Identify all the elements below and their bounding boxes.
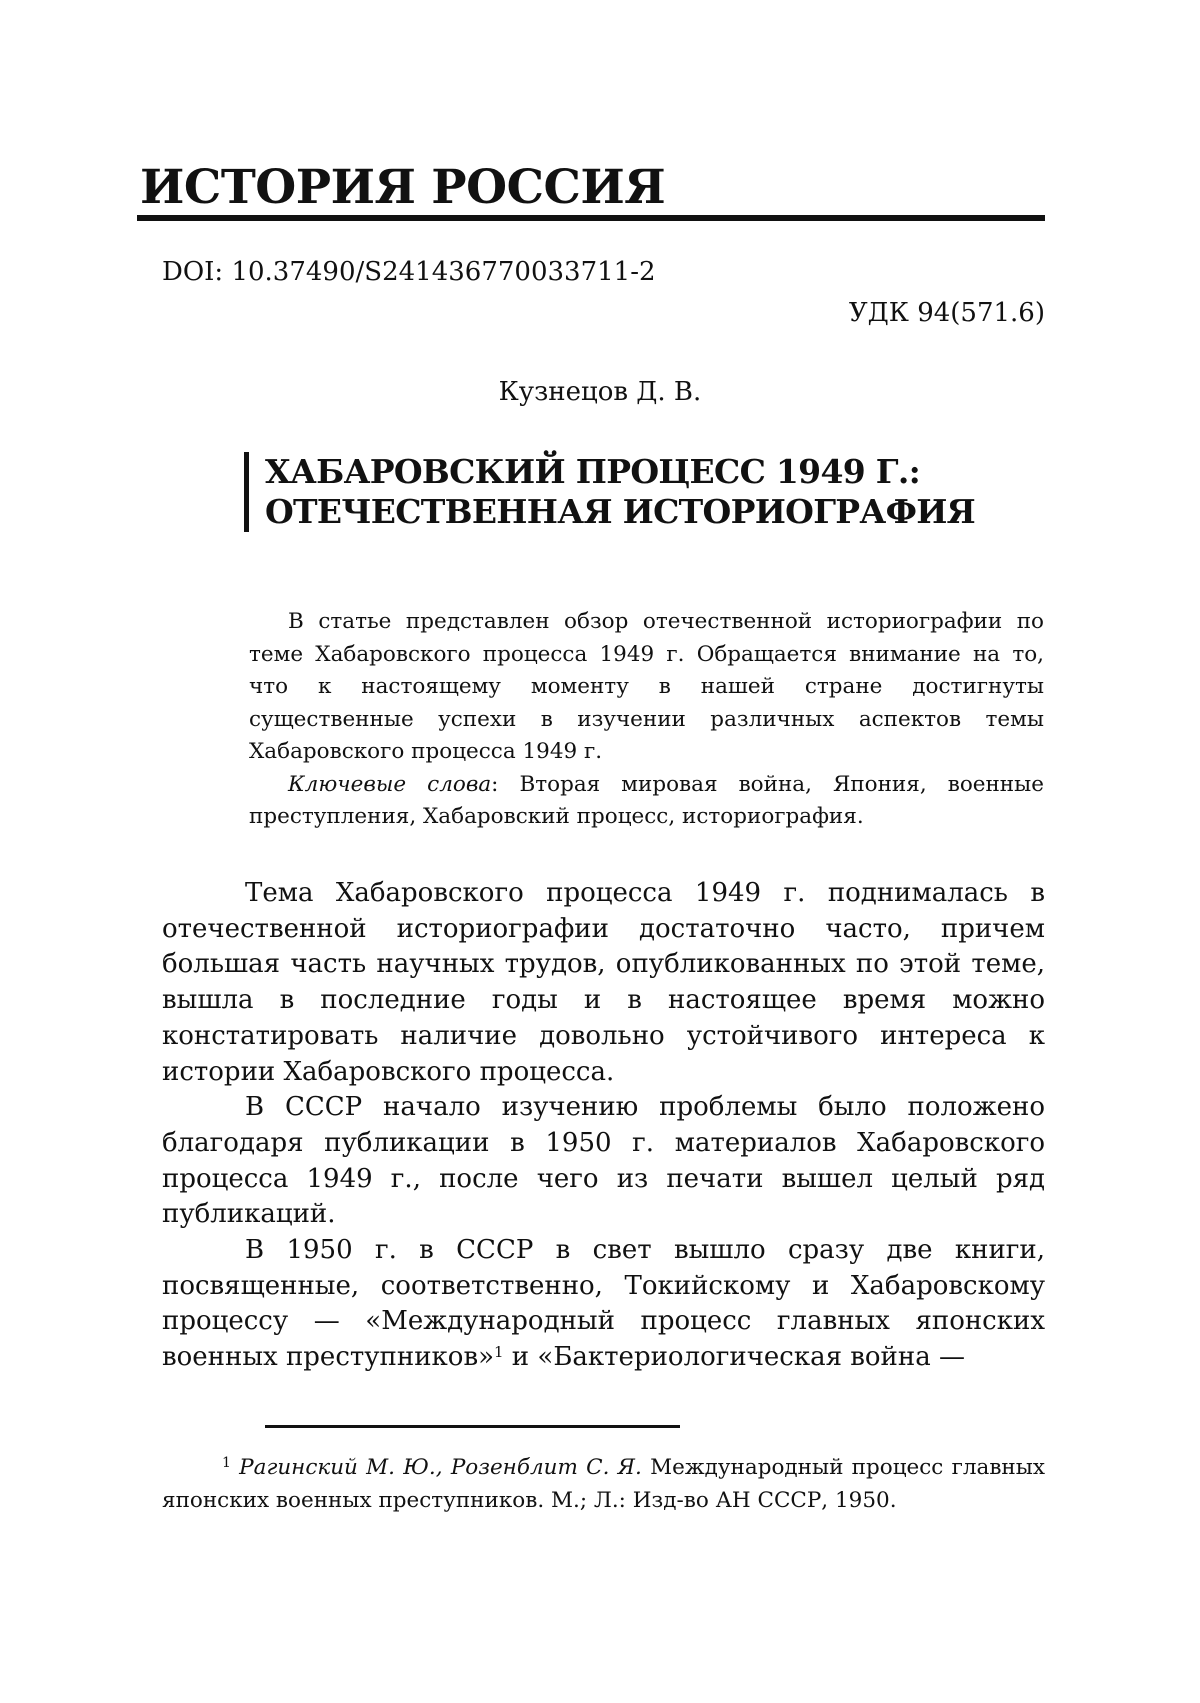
udk-code: УДК 94(571.6) <box>849 297 1045 329</box>
body-paragraph-1: Тема Хабаровского процесса 1949 г. поднималась в отечественной историографии достаточно часто, причем большая часть научных трудов, опубликованных по этой теме, вышла в последние годы и в настоящее время можно констатировать наличие довольно устойчивого интереса к истории Хабаровского процесса. <box>162 876 1045 1090</box>
abstract <box>249 606 1044 834</box>
doi: DOI: 10.37490/S241436770033711-2 <box>162 256 656 288</box>
article-title-line-2: ОТЕЧЕСТВЕННАЯ ИСТОРИОГРАФИЯ <box>265 492 975 532</box>
abstract-text: В статье представлен обзор отечественной историографии по теме Хабаровского процесса 1949 г. Обращается внимание на то, что к настоящему моменту в нашей стране достигнуты существенные успехи в изучении различных аспектов темы Хабаровского процесса 1949 г. <box>249 606 1044 769</box>
article-title <box>244 452 975 532</box>
footnote-separator <box>265 1425 680 1428</box>
article-title-line-1: ХАБАРОВСКИЙ ПРОЦЕСС 1949 Г.: <box>265 452 975 492</box>
footnote-text: Международный процесс главных японских военных преступников. М.; Л.: Изд-во АН СССР, 1950. <box>162 1455 1045 1513</box>
body-paragraph-3-end: и «Бактериологическая война — <box>504 1342 965 1372</box>
section-title: ИСТОРИЯ РОССИЯ <box>140 160 665 216</box>
article-body <box>162 876 1045 1376</box>
author-name: Кузнецов Д. В. <box>0 376 1200 408</box>
section-title-rule <box>137 215 1045 221</box>
footnote-number: 1 <box>222 1455 231 1471</box>
body-paragraph-3-start: В 1950 г. в СССР в свет вышло сразу две книги, посвященные, соответственно, Токийскому и Хабаровскому процессу — «Международный процесс главных японских военных преступников» <box>162 1235 1045 1372</box>
keywords <box>249 769 1044 834</box>
footnote-authors: Рагинский М. Ю., Розенблит С. Я. <box>239 1455 642 1480</box>
keywords-text: : Вторая мировая война, Япония, военные преступления, Хабаровский процесс, историография. <box>249 772 1044 830</box>
footnote-reference[interactable]: 1 <box>494 1343 504 1361</box>
body-paragraph-2: В СССР начало изучению проблемы было положено благодаря публикации в 1950 г. материалов Хабаровского процесса 1949 г., после чего из печати вышел целый ряд публикаций. <box>162 1090 1045 1233</box>
keywords-label: Ключевые слова <box>288 772 491 797</box>
body-paragraph-3 <box>162 1233 1045 1376</box>
footnote-1 <box>162 1452 1045 1517</box>
footnote <box>162 1452 1045 1517</box>
